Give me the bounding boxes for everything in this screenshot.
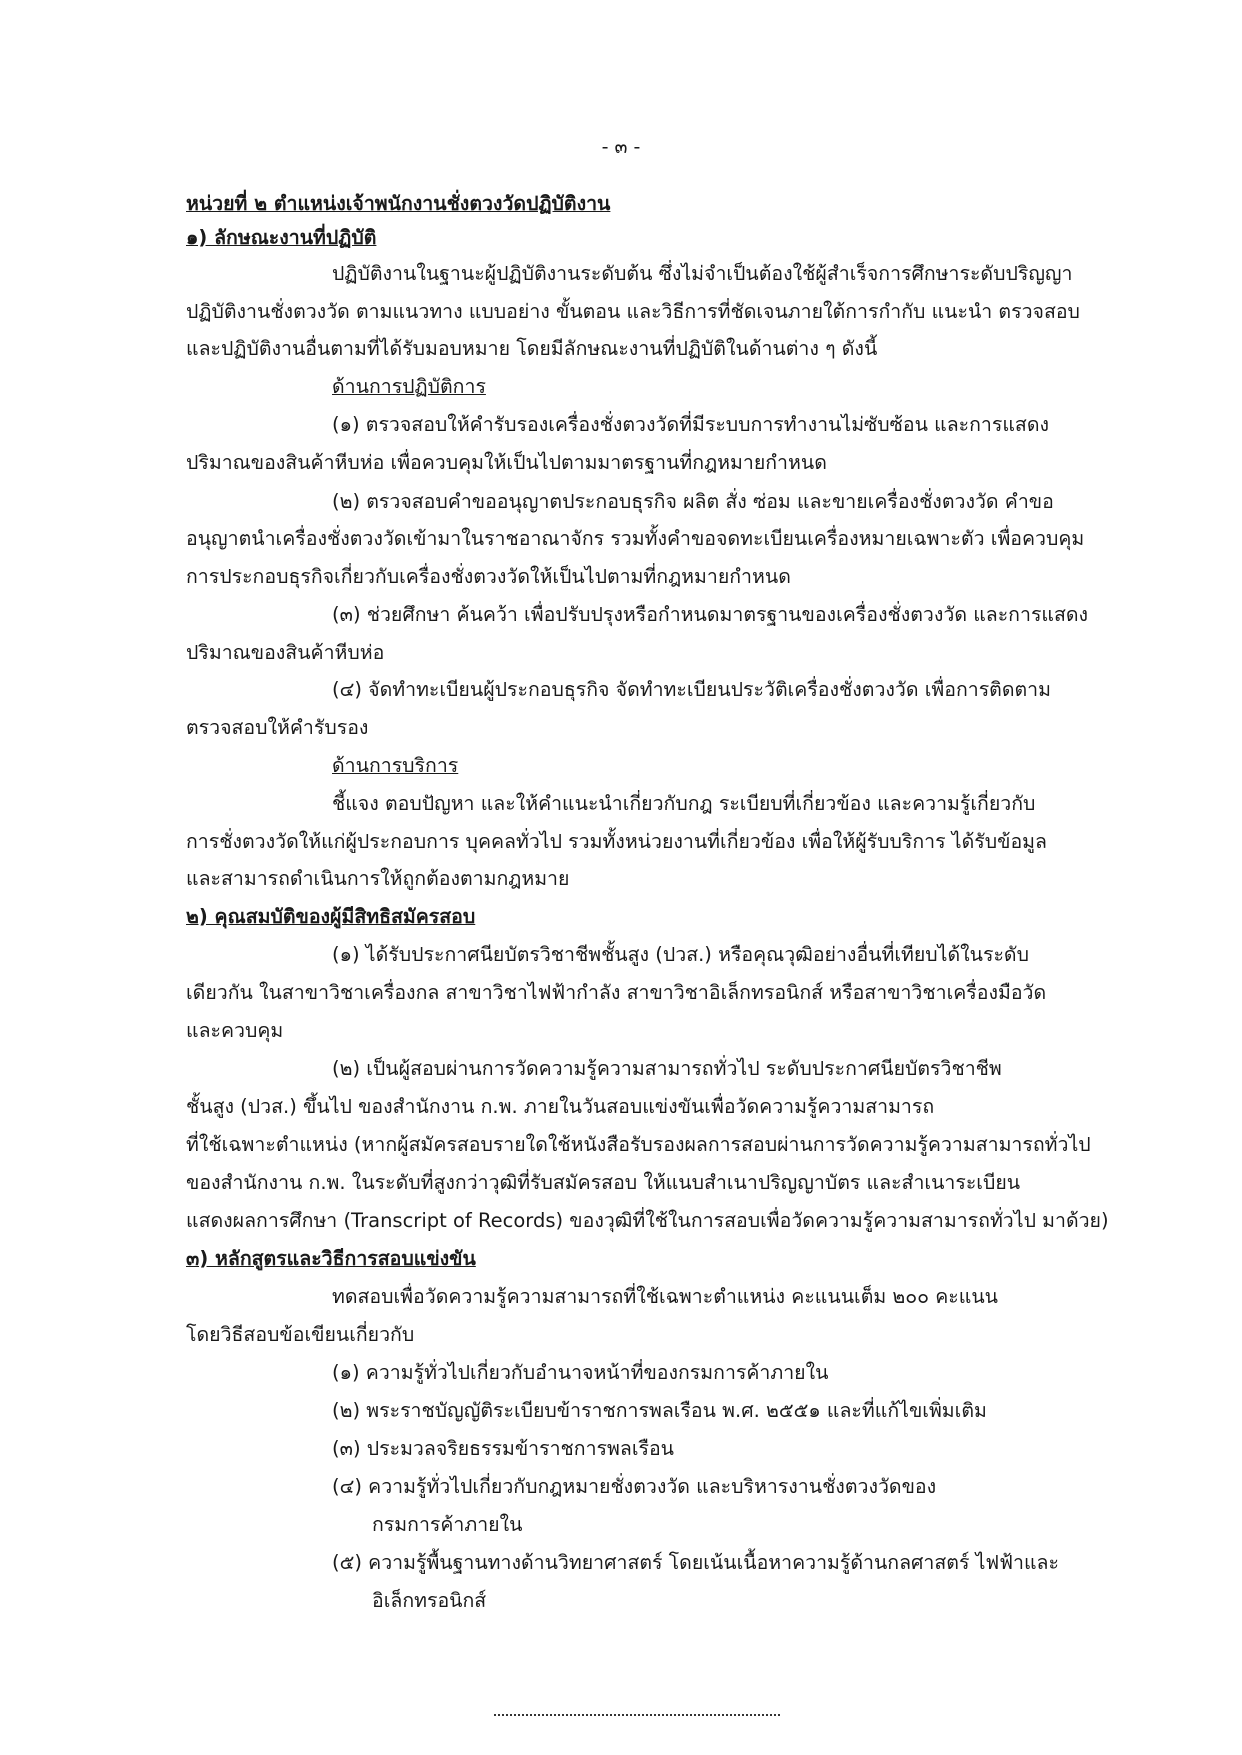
paragraph-line: ปริมาณของสินค้าหีบห่อ <box>186 641 385 664</box>
unit-title: หน่วยที่ ๒ ตำแหน่งเจ้าพนักงานชั่งตวงวัดปฏิบัติงาน <box>186 192 611 215</box>
paragraph-line: (๑) ตรวจสอบให้คำรับรองเครื่องชั่งตวงวัดที่มีระบบการทำงานไม่ซับซ้อน และการแสดง <box>332 413 1050 436</box>
list-item: (๓) ประมวลจริยธรรมข้าราชการพลเรือน <box>332 1437 675 1460</box>
paragraph-line: ที่ใช้เฉพาะตำแหน่ง (หากผู้สมัครสอบรายใดใช้หนังสือรับรองผลการสอบผ่านการวัดความรู้ความสามารถทั่วไป <box>186 1133 1091 1156</box>
list-item-continuation: กรมการค้าภายใน <box>372 1513 523 1536</box>
service-subheading: ด้านการบริการ <box>332 754 459 777</box>
paragraph-line: (๔) จัดทำทะเบียนผู้ประกอบธุรกิจ จัดทำทะเบียนประวัติเครื่องชั่งตวงวัด เพื่อการติดตาม <box>332 678 1051 701</box>
paragraph-line: ปริมาณของสินค้าหีบห่อ เพื่อควบคุมให้เป็นไปตามมาตรฐานที่กฎหมายกำหนด <box>186 451 827 474</box>
paragraph-line: (๒) ตรวจสอบคำขออนุญาตประกอบธุรกิจ ผลิต สั่ง ซ่อม และขายเครื่องชั่งตวงวัด คำขอ <box>332 490 1054 513</box>
paragraph-line: ปฏิบัติงานในฐานะผู้ปฏิบัติงานระดับต้น ซึ่งไม่จำเป็นต้องใช้ผู้สำเร็จการศึกษาระดับปริญญา <box>332 262 1073 285</box>
operations-subheading: ด้านการปฏิบัติการ <box>332 375 486 398</box>
paragraph-line: และปฏิบัติงานอื่นตามที่ได้รับมอบหมาย โดยมีลักษณะงานที่ปฏิบัติในด้านต่าง ๆ ดังนี้ <box>186 337 878 360</box>
list-item-continuation: อิเล็กทรอนิกส์ <box>372 1589 487 1612</box>
list-item: (๒) พระราชบัญญัติระเบียบข้าราชการพลเรือน พ.ศ. ๒๕๕๑ และที่แก้ไขเพิ่มเติม <box>332 1399 987 1422</box>
section-3-heading: ๓) หลักสูตรและวิธีการสอบแข่งขัน <box>186 1247 476 1270</box>
paragraph-line: ชี้แจง ตอบปัญหา และให้คำแนะนำเกี่ยวกับกฎ ระเบียบที่เกี่ยวข้อง และความรู้เกี่ยวกับ <box>332 792 1036 815</box>
paragraph-line: ทดสอบเพื่อวัดความรู้ความสามารถที่ใช้เฉพาะตำแหน่ง คะแนนเต็ม ๒๐๐ คะแนน <box>332 1285 999 1308</box>
page-number: - ๓ - <box>601 136 641 158</box>
section-1-heading: ๑) ลักษณะงานที่ปฏิบัติ <box>186 226 377 249</box>
paragraph-line: โดยวิธีสอบข้อเขียนเกี่ยวกับ <box>186 1323 415 1346</box>
paragraph-line: ชั้นสูง (ปวส.) ขึ้นไป ของสำนักงาน ก.พ. ภายในวันสอบแข่งขันเพื่อวัดความรู้ความสามารถ <box>186 1095 935 1118</box>
paragraph-line: แสดงผลการศึกษา (Transcript of Records) ของวุฒิที่ใช้ในการสอบเพื่อวัดความรู้ความสามารถทั่วไป มาด้วย) <box>186 1209 1109 1232</box>
list-item: (๑) ความรู้ทั่วไปเกี่ยวกับอำนาจหน้าที่ของกรมการค้าภายใน <box>332 1361 829 1384</box>
list-item: (๔) ความรู้ทั่วไปเกี่ยวกับกฎหมายชั่งตวงวัด และบริหารงานชั่งตวงวัดของ <box>332 1475 937 1498</box>
paragraph-line: และควบคุม <box>186 1019 284 1042</box>
section-2-heading: ๒) คุณสมบัติของผู้มีสิทธิสมัครสอบ <box>186 905 476 928</box>
paragraph-line: และสามารถดำเนินการให้ถูกต้องตามกฎหมาย <box>186 867 570 890</box>
paragraph-line: (๑) ได้รับประกาศนียบัตรวิชาชีพชั้นสูง (ปวส.) หรือคุณวุฒิอย่างอื่นที่เทียบได้ในระดับ <box>332 943 1029 966</box>
paragraph-line: ตรวจสอบให้คำรับรอง <box>186 716 369 739</box>
paragraph-line: ปฏิบัติงานชั่งตวงวัด ตามแนวทาง แบบอย่าง ขั้นตอน และวิธีการที่ชัดเจนภายใต้การกำกับ แนะนำ ตรวจสอบ <box>186 300 1080 323</box>
dotted-end-line <box>494 1714 780 1716</box>
paragraph-line: (๓) ช่วยศึกษา ค้นคว้า เพื่อปรับปรุงหรือกำหนดมาตรฐานของเครื่องชั่งตวงวัด และการแสดง <box>332 603 1089 626</box>
paragraph-line: การประกอบธุรกิจเกี่ยวกับเครื่องชั่งตวงวัดให้เป็นไปตามที่กฎหมายกำหนด <box>186 565 791 588</box>
paragraph-line: ของสำนักงาน ก.พ. ในระดับที่สูงกว่าวุฒิที่รับสมัครสอบ ให้แนบสำเนาปริญญาบัตร และสำเนาระเบียน <box>186 1171 1021 1194</box>
paragraph-line: เดียวกัน ในสาขาวิชาเครื่องกล สาขาวิชาไฟฟ้ากำลัง สาขาวิชาอิเล็กทรอนิกส์ หรือสาขาวิชาเครื่องมือวัด <box>186 981 1047 1004</box>
paragraph-line: อนุญาตนำเครื่องชั่งตวงวัดเข้ามาในราชอาณาจักร รวมทั้งคำขอจดทะเบียนเครื่องหมายเฉพาะตัว เพื่อควบคุม <box>186 527 1085 550</box>
paragraph-line: การชั่งตวงวัดให้แก่ผู้ประกอบการ บุคคลทั่วไป รวมทั้งหน่วยงานที่เกี่ยวข้อง เพื่อให้ผู้รับบริการ ได้รับข้อมูล <box>186 830 1047 853</box>
list-item: (๕) ความรู้พื้นฐานทางด้านวิทยาศาสตร์ โดยเน้นเนื้อหาความรู้ด้านกลศาสตร์ ไฟฟ้าและ <box>332 1551 1059 1574</box>
paragraph-line: (๒) เป็นผู้สอบผ่านการวัดความรู้ความสามารถทั่วไป ระดับประกาศนียบัตรวิชาชีพ <box>332 1057 1002 1080</box>
